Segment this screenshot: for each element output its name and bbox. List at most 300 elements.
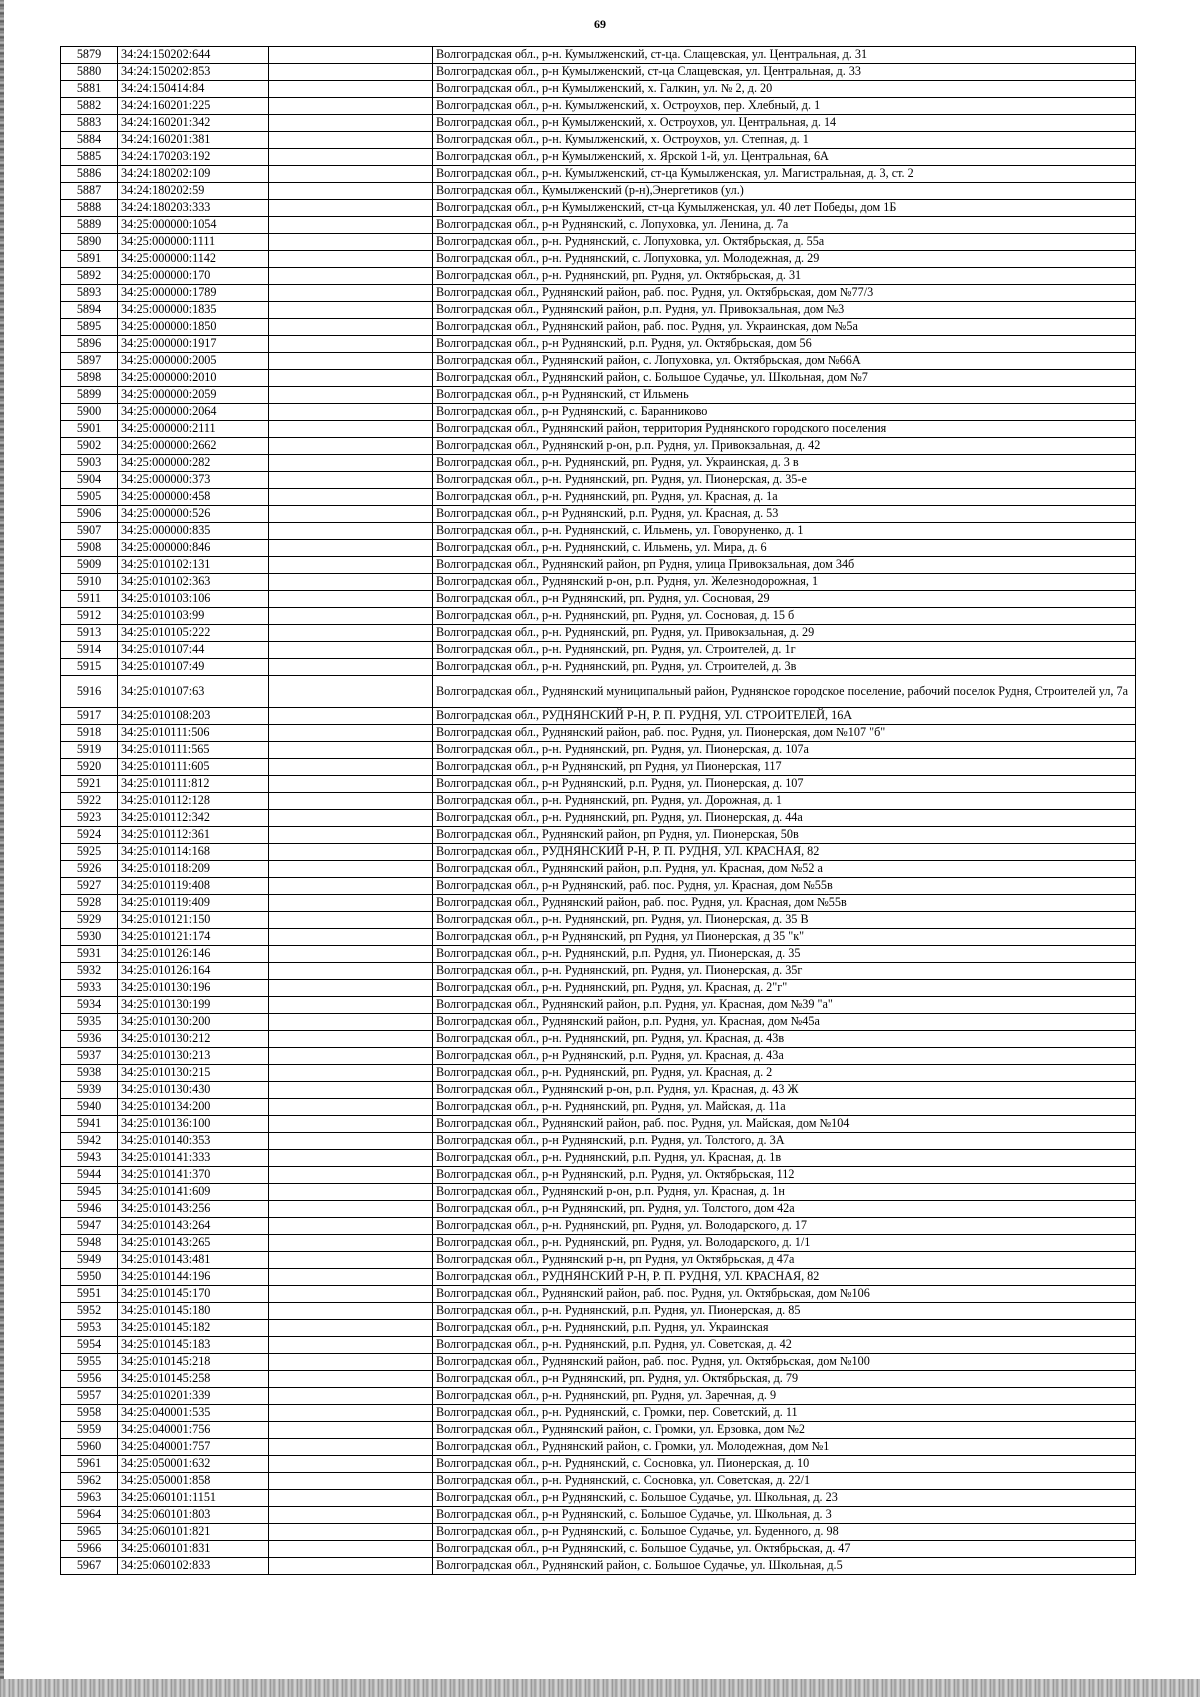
- table-row: [61, 1286, 1136, 1303]
- empty-cell: [269, 149, 433, 166]
- table-row: [61, 1439, 1136, 1456]
- cadastral-number-cell: 34:25:010140:353: [118, 1133, 269, 1150]
- empty-cell: [269, 895, 433, 912]
- empty-cell: [269, 608, 433, 625]
- empty-cell: [269, 506, 433, 523]
- cadastral-number-cell: 34:25:010107:44: [118, 642, 269, 659]
- cadastral-number-cell: 34:25:010112:361: [118, 827, 269, 844]
- row-number-cell: 5916: [61, 676, 118, 708]
- table-row: [61, 1014, 1136, 1031]
- table-row: [61, 166, 1136, 183]
- address-cell: Волгоградская обл., РУДНЯНСКИЙ Р-Н, Р. П. РУДНЯ, УЛ. КРАСНАЯ, 82: [433, 844, 1136, 861]
- row-number-cell: 5950: [61, 1269, 118, 1286]
- table-row: [61, 1048, 1136, 1065]
- empty-cell: [269, 1490, 433, 1507]
- empty-cell: [269, 1320, 433, 1337]
- table-row: [61, 676, 1136, 708]
- row-number-cell: 5962: [61, 1473, 118, 1490]
- row-number-cell: 5961: [61, 1456, 118, 1473]
- empty-cell: [269, 404, 433, 421]
- empty-cell: [269, 183, 433, 200]
- row-number-cell: 5944: [61, 1167, 118, 1184]
- empty-cell: [269, 725, 433, 742]
- row-number-cell: 5918: [61, 725, 118, 742]
- row-number-cell: 5948: [61, 1235, 118, 1252]
- table-row: [61, 1303, 1136, 1320]
- address-cell: Волгоградская обл., р-н Руднянский, рп. Рудня, ул. Октябрьская, д. 79: [433, 1371, 1136, 1388]
- empty-cell: [269, 285, 433, 302]
- address-cell: Волгоградская обл., р-н. Руднянский, р.п. Рудня, ул. Советская, д. 42: [433, 1337, 1136, 1354]
- empty-cell: [269, 1065, 433, 1082]
- empty-cell: [269, 1082, 433, 1099]
- address-cell: Волгоградская обл., р-н Кумылженский, ст-ца Слащевская, ул. Центральная, д. 33: [433, 64, 1136, 81]
- table-row: [61, 1541, 1136, 1558]
- address-cell: Волгоградская обл., р-н. Кумылженский, х. Остроухов, пер. Хлебный, д. 1: [433, 98, 1136, 115]
- empty-cell: [269, 64, 433, 81]
- row-number-cell: 5897: [61, 353, 118, 370]
- cadastral-number-cell: 34:25:010111:565: [118, 742, 269, 759]
- address-cell: Волгоградская обл., р-н Кумылженский, х. Галкин, ул. № 2, д. 20: [433, 81, 1136, 98]
- address-cell: Волгоградская обл., р-н. Кумылженский, х. Остроухов, ул. Степная, д. 1: [433, 132, 1136, 149]
- row-number-cell: 5880: [61, 64, 118, 81]
- table-row: [61, 540, 1136, 557]
- address-cell: Волгоградская обл., р-н Руднянский, с. Большое Судачье, ул. Октябрьская, д. 47: [433, 1541, 1136, 1558]
- empty-cell: [269, 997, 433, 1014]
- address-cell: Волгоградская обл., Руднянский район, раб. пос. Рудня, ул. Октябрьская, дом №100: [433, 1354, 1136, 1371]
- address-cell: Волгоградская обл., Руднянский район, р.п. Рудня, ул. Красная, дом №52 а: [433, 861, 1136, 878]
- table-row: [61, 132, 1136, 149]
- empty-cell: [269, 980, 433, 997]
- empty-cell: [269, 861, 433, 878]
- cadastral-number-cell: 34:25:010141:370: [118, 1167, 269, 1184]
- row-number-cell: 5919: [61, 742, 118, 759]
- table-row: [61, 659, 1136, 676]
- empty-cell: [269, 625, 433, 642]
- cadastral-number-cell: 34:24:170203:192: [118, 149, 269, 166]
- address-cell: Волгоградская обл., р-н. Руднянский, рп. Рудня, ул. Пионерская, д. 35г: [433, 963, 1136, 980]
- address-cell: Волгоградская обл., Руднянский район, с. Большое Судачье, ул. Школьная, дом №7: [433, 370, 1136, 387]
- empty-cell: [269, 827, 433, 844]
- cadastral-number-cell: 34:25:010126:146: [118, 946, 269, 963]
- scan-edge-left: [0, 0, 4, 1697]
- address-cell: Волгоградская обл., р-н. Руднянский, рп. Рудня, ул. Октябрьская, д. 31: [433, 268, 1136, 285]
- row-number-cell: 5887: [61, 183, 118, 200]
- table-row: [61, 1456, 1136, 1473]
- cadastral-number-cell: 34:25:000000:2005: [118, 353, 269, 370]
- cadastral-number-cell: 34:25:010105:222: [118, 625, 269, 642]
- empty-cell: [269, 1303, 433, 1320]
- row-number-cell: 5904: [61, 472, 118, 489]
- address-cell: Волгоградская обл., р-н. Руднянский, рп. Рудня, ул. Красная, д. 1а: [433, 489, 1136, 506]
- cadastral-number-cell: 34:25:050001:858: [118, 1473, 269, 1490]
- cadastral-number-cell: 34:25:000000:170: [118, 268, 269, 285]
- cadastral-number-cell: 34:25:010119:408: [118, 878, 269, 895]
- cadastral-number-cell: 34:25:010111:605: [118, 759, 269, 776]
- table-row: [61, 895, 1136, 912]
- cadastral-number-cell: 34:25:010103:99: [118, 608, 269, 625]
- cadastral-number-cell: 34:25:010130:200: [118, 1014, 269, 1031]
- table-row: [61, 47, 1136, 64]
- row-number-cell: 5920: [61, 759, 118, 776]
- table-row: [61, 759, 1136, 776]
- row-number-cell: 5936: [61, 1031, 118, 1048]
- address-cell: Волгоградская обл., р-н Руднянский, рп Рудня, ул Пионерская, д 35 "к": [433, 929, 1136, 946]
- address-cell: Волгоградская обл., р-н. Руднянский, рп. Рудня, ул. Красная, д. 2: [433, 1065, 1136, 1082]
- address-cell: Волгоградская обл., р-н Руднянский, р.п. Рудня, ул. Красная, д. 43а: [433, 1048, 1136, 1065]
- page-number: 69: [594, 17, 606, 31]
- row-number-cell: 5891: [61, 251, 118, 268]
- table-row: [61, 251, 1136, 268]
- empty-cell: [269, 676, 433, 708]
- address-cell: Волгоградская обл., р-н Кумылженский, х. Ярской 1-й, ул. Центральная, 6А: [433, 149, 1136, 166]
- cadastral-number-cell: 34:24:150414:84: [118, 81, 269, 98]
- cadastral-number-cell: 34:25:060101:803: [118, 1507, 269, 1524]
- address-cell: Волгоградская обл., р-н Руднянский, ст Ильмень: [433, 387, 1136, 404]
- row-number-cell: 5885: [61, 149, 118, 166]
- row-number-cell: 5925: [61, 844, 118, 861]
- cadastral-number-cell: 34:25:010143:264: [118, 1218, 269, 1235]
- empty-cell: [269, 557, 433, 574]
- address-cell: Волгоградская обл., р-н. Руднянский, р.п. Рудня, ул. Пионерская, д. 35: [433, 946, 1136, 963]
- table-row: [61, 1116, 1136, 1133]
- row-number-cell: 5890: [61, 234, 118, 251]
- cadastral-number-cell: 34:25:000000:1111: [118, 234, 269, 251]
- row-number-cell: 5941: [61, 1116, 118, 1133]
- table-row: [61, 1133, 1136, 1150]
- cadastral-number-cell: 34:25:010145:170: [118, 1286, 269, 1303]
- table-row: [61, 98, 1136, 115]
- address-cell: Волгоградская обл., р-н Руднянский, с. Большое Судачье, ул. Школьная, д. 23: [433, 1490, 1136, 1507]
- address-cell: Волгоградская обл., р-н. Руднянский, с. Сосновка, ул. Пионерская, д. 10: [433, 1456, 1136, 1473]
- address-cell: Волгоградская обл., р-н. Руднянский, с. Ильмень, ул. Мира, д. 6: [433, 540, 1136, 557]
- empty-cell: [269, 1286, 433, 1303]
- table-row: [61, 489, 1136, 506]
- address-cell: Волгоградская обл., р-н. Руднянский, рп. Рудня, ул. Красная, д. 43в: [433, 1031, 1136, 1048]
- table-row: [61, 608, 1136, 625]
- empty-cell: [269, 844, 433, 861]
- table-row: [61, 1337, 1136, 1354]
- address-cell: Волгоградская обл., Руднянский район, р.п. Рудня, ул. Привокзальная, дом №3: [433, 302, 1136, 319]
- cadastral-number-cell: 34:25:010143:481: [118, 1252, 269, 1269]
- empty-cell: [269, 115, 433, 132]
- cadastral-number-cell: 34:25:010121:174: [118, 929, 269, 946]
- table-row: [61, 1473, 1136, 1490]
- empty-cell: [269, 1184, 433, 1201]
- empty-cell: [269, 1405, 433, 1422]
- address-cell: Волгоградская обл., р-н. Руднянский, с. Лопуховка, ул. Молодежная, д. 29: [433, 251, 1136, 268]
- table-row: [61, 183, 1136, 200]
- table-row: [61, 997, 1136, 1014]
- table-row: [61, 319, 1136, 336]
- empty-cell: [269, 929, 433, 946]
- row-number-cell: 5960: [61, 1439, 118, 1456]
- empty-cell: [269, 421, 433, 438]
- row-number-cell: 5951: [61, 1286, 118, 1303]
- cadastral-number-cell: 34:24:150202:644: [118, 47, 269, 64]
- table-row: [61, 1184, 1136, 1201]
- cadastral-number-cell: 34:25:010144:196: [118, 1269, 269, 1286]
- address-cell: Волгоградская обл., Руднянский р-он, р.п. Рудня, ул. Привокзальная, д. 42: [433, 438, 1136, 455]
- address-cell: Волгоградская обл., р-н. Руднянский, рп. Рудня, ул. Майская, д. 11а: [433, 1099, 1136, 1116]
- empty-cell: [269, 659, 433, 676]
- empty-cell: [269, 878, 433, 895]
- empty-cell: [269, 523, 433, 540]
- cadastral-number-cell: 34:24:180202:109: [118, 166, 269, 183]
- row-number-cell: 5901: [61, 421, 118, 438]
- table-row: [61, 370, 1136, 387]
- address-cell: Волгоградская обл., Руднянский муниципальный район, Руднянское городское поселение, рабочий поселок Рудня, Строителей ул, 7а: [433, 676, 1136, 708]
- cadastral-number-cell: 34:25:060102:833: [118, 1558, 269, 1575]
- row-number-cell: 5903: [61, 455, 118, 472]
- row-number-cell: 5931: [61, 946, 118, 963]
- table-row: [61, 1524, 1136, 1541]
- empty-cell: [269, 319, 433, 336]
- table-row: [61, 861, 1136, 878]
- cadastral-number-cell: 34:25:000000:1142: [118, 251, 269, 268]
- table-row: [61, 1201, 1136, 1218]
- cadastral-number-cell: 34:25:010108:203: [118, 708, 269, 725]
- address-cell: Волгоградская обл., р-н. Руднянский, р.п. Рудня, ул. Украинская: [433, 1320, 1136, 1337]
- table-row: [61, 980, 1136, 997]
- empty-cell: [269, 81, 433, 98]
- empty-cell: [269, 489, 433, 506]
- empty-cell: [269, 268, 433, 285]
- cadastral-number-cell: 34:25:040001:756: [118, 1422, 269, 1439]
- row-number-cell: 5966: [61, 1541, 118, 1558]
- table-row: [61, 64, 1136, 81]
- empty-cell: [269, 1439, 433, 1456]
- cadastral-number-cell: 34:25:000000:1917: [118, 336, 269, 353]
- cadastral-number-cell: 34:25:040001:535: [118, 1405, 269, 1422]
- cadastral-number-cell: 34:25:010130:196: [118, 980, 269, 997]
- address-cell: Волгоградская обл., р-н Руднянский, р.п. Рудня, ул. Толстого, д. 3А: [433, 1133, 1136, 1150]
- cadastral-number-cell: 34:25:000000:373: [118, 472, 269, 489]
- table-row: [61, 827, 1136, 844]
- empty-cell: [269, 1337, 433, 1354]
- cadastral-number-cell: 34:25:010111:506: [118, 725, 269, 742]
- empty-cell: [269, 1252, 433, 1269]
- cadastral-number-cell: 34:25:000000:526: [118, 506, 269, 523]
- empty-cell: [269, 302, 433, 319]
- row-number-cell: 5956: [61, 1371, 118, 1388]
- cadastral-number-cell: 34:25:010114:168: [118, 844, 269, 861]
- empty-cell: [269, 251, 433, 268]
- empty-cell: [269, 472, 433, 489]
- cadastral-number-cell: 34:25:010134:200: [118, 1099, 269, 1116]
- cadastral-number-cell: 34:25:000000:2064: [118, 404, 269, 421]
- address-cell: Волгоградская обл., р-н. Руднянский, рп. Рудня, ул. Дорожная, д. 1: [433, 793, 1136, 810]
- cadastral-number-cell: 34:25:000000:1850: [118, 319, 269, 336]
- empty-cell: [269, 912, 433, 929]
- row-number-cell: 5922: [61, 793, 118, 810]
- address-cell: Волгоградская обл., РУДНЯНСКИЙ Р-Н, Р. П. РУДНЯ, УЛ. КРАСНАЯ, 82: [433, 1269, 1136, 1286]
- row-number-cell: 5955: [61, 1354, 118, 1371]
- row-number-cell: 5912: [61, 608, 118, 625]
- empty-cell: [269, 1150, 433, 1167]
- row-number-cell: 5910: [61, 574, 118, 591]
- address-cell: Волгоградская обл., р-н. Руднянский, р.п. Рудня, ул. Красная, д. 1в: [433, 1150, 1136, 1167]
- empty-cell: [269, 234, 433, 251]
- address-cell: Волгоградская обл., Руднянский район, раб. пос. Рудня, ул. Красная, дом №55в: [433, 895, 1136, 912]
- empty-cell: [269, 1456, 433, 1473]
- table-row: [61, 929, 1136, 946]
- address-cell: Волгоградская обл., р-н Руднянский, рп Рудня, ул Пионерская, 117: [433, 759, 1136, 776]
- empty-cell: [269, 759, 433, 776]
- cadastral-number-cell: 34:25:000000:846: [118, 540, 269, 557]
- row-number-cell: 5958: [61, 1405, 118, 1422]
- row-number-cell: 5905: [61, 489, 118, 506]
- cadastral-number-cell: 34:25:010143:265: [118, 1235, 269, 1252]
- row-number-cell: 5963: [61, 1490, 118, 1507]
- table-row: [61, 625, 1136, 642]
- row-number-cell: 5930: [61, 929, 118, 946]
- row-number-cell: 5939: [61, 1082, 118, 1099]
- empty-cell: [269, 810, 433, 827]
- address-cell: Волгоградская обл., Руднянский район, р.п. Рудня, ул. Красная, дом №45а: [433, 1014, 1136, 1031]
- empty-cell: [269, 1507, 433, 1524]
- address-cell: Волгоградская обл., Руднянский район, раб. пос. Рудня, ул. Пионерская, дом №107 "б": [433, 725, 1136, 742]
- cadastral-number-cell: 34:25:000000:282: [118, 455, 269, 472]
- row-number-cell: 5934: [61, 997, 118, 1014]
- cadastral-number-cell: 34:25:000000:458: [118, 489, 269, 506]
- empty-cell: [269, 1048, 433, 1065]
- table-row: [61, 1388, 1136, 1405]
- table-row: [61, 285, 1136, 302]
- cadastral-number-cell: 34:25:010145:182: [118, 1320, 269, 1337]
- row-number-cell: 5895: [61, 319, 118, 336]
- cadastral-number-cell: 34:25:010141:609: [118, 1184, 269, 1201]
- table-row: [61, 793, 1136, 810]
- table-row: [61, 200, 1136, 217]
- table-row: [61, 725, 1136, 742]
- table-row: [61, 844, 1136, 861]
- empty-cell: [269, 1201, 433, 1218]
- table-row: [61, 472, 1136, 489]
- empty-cell: [269, 1269, 433, 1286]
- table-row: [61, 1371, 1136, 1388]
- row-number-cell: 5927: [61, 878, 118, 895]
- row-number-cell: 5911: [61, 591, 118, 608]
- address-cell: Волгоградская обл., р-н. Руднянский, рп. Рудня, ул. Пионерская, д. 35-е: [433, 472, 1136, 489]
- empty-cell: [269, 166, 433, 183]
- empty-cell: [269, 1524, 433, 1541]
- table-row: [61, 1065, 1136, 1082]
- row-number-cell: 5929: [61, 912, 118, 929]
- address-cell: Волгоградская обл., р-н. Кумылженский, ст-ца Кумылженская, ул. Магистральная, д. 3, ст. 2: [433, 166, 1136, 183]
- empty-cell: [269, 1354, 433, 1371]
- row-number-cell: 5898: [61, 370, 118, 387]
- address-cell: Волгоградская обл., р-н. Руднянский, с. Громки, пер. Советский, д. 11: [433, 1405, 1136, 1422]
- address-cell: Волгоградская обл., Руднянский район, раб. пос. Рудня, ул. Украинская, дом №5а: [433, 319, 1136, 336]
- row-number-cell: 5902: [61, 438, 118, 455]
- address-cell: Волгоградская обл., р-н. Руднянский, рп. Рудня, ул. Володарского, д. 17: [433, 1218, 1136, 1235]
- table-row: [61, 1167, 1136, 1184]
- row-number-cell: 5967: [61, 1558, 118, 1575]
- empty-cell: [269, 132, 433, 149]
- cadastral-number-cell: 34:25:010145:218: [118, 1354, 269, 1371]
- table-row: [61, 455, 1136, 472]
- cadastral-number-cell: 34:25:010130:212: [118, 1031, 269, 1048]
- empty-cell: [269, 540, 433, 557]
- empty-cell: [269, 1167, 433, 1184]
- table-row: [61, 523, 1136, 540]
- address-cell: Волгоградская обл., р-н. Руднянский, рп. Рудня, ул. Строителей, д. 3в: [433, 659, 1136, 676]
- empty-cell: [269, 387, 433, 404]
- row-number-cell: 5932: [61, 963, 118, 980]
- address-cell: Волгоградская обл., Руднянский район, раб. пос. Рудня, ул. Октябрьская, дом №77/3: [433, 285, 1136, 302]
- empty-cell: [269, 98, 433, 115]
- address-cell: Волгоградская обл., р-н. Руднянский, с. Ильмень, ул. Говоруненко, д. 1: [433, 523, 1136, 540]
- table-row: [61, 1252, 1136, 1269]
- row-number-cell: 5908: [61, 540, 118, 557]
- empty-cell: [269, 1371, 433, 1388]
- address-cell: Волгоградская обл., р-н Руднянский, с. Большое Судачье, ул. Школьная, д. 3: [433, 1507, 1136, 1524]
- address-cell: Волгоградская обл., р-н. Руднянский, рп. Рудня, ул. Украинская, д. 3 в: [433, 455, 1136, 472]
- empty-cell: [269, 47, 433, 64]
- address-cell: Волгоградская обл., Руднянский район, территория Руднянского городского поселения: [433, 421, 1136, 438]
- address-cell: Волгоградская обл., р-н. Руднянский, рп. Рудня, ул. Пионерская, д. 35 В: [433, 912, 1136, 929]
- address-cell: Волгоградская обл., р-н Руднянский, р.п. Рудня, ул. Октябрьская, дом 56: [433, 336, 1136, 353]
- address-cell: Волгоградская обл., р-н. Руднянский, рп. Рудня, ул. Заречная, д. 9: [433, 1388, 1136, 1405]
- empty-cell: [269, 574, 433, 591]
- row-number-cell: 5884: [61, 132, 118, 149]
- table-row: [61, 1405, 1136, 1422]
- row-number-cell: 5883: [61, 115, 118, 132]
- row-number-cell: 5943: [61, 1150, 118, 1167]
- address-cell: Волгоградская обл., р-н. Руднянский, с. Лопуховка, ул. Октябрьская, д. 55а: [433, 234, 1136, 251]
- table-row: [61, 1422, 1136, 1439]
- row-number-cell: 5924: [61, 827, 118, 844]
- cadastral-number-cell: 34:25:010112:342: [118, 810, 269, 827]
- row-number-cell: 5888: [61, 200, 118, 217]
- cadastral-number-cell: 34:25:000000:1054: [118, 217, 269, 234]
- table-row: [61, 268, 1136, 285]
- address-cell: Волгоградская обл., р-н Кумылженский, х. Остроухов, ул. Центральная, д. 14: [433, 115, 1136, 132]
- table-row: [61, 1507, 1136, 1524]
- table-row: [61, 742, 1136, 759]
- cadastral-number-cell: 34:25:050001:632: [118, 1456, 269, 1473]
- table-row: [61, 1320, 1136, 1337]
- empty-cell: [269, 776, 433, 793]
- table-row: [61, 387, 1136, 404]
- row-number-cell: 5914: [61, 642, 118, 659]
- address-cell: Волгоградская обл., р-н Кумылженский, ст-ца Кумылженская, ул. 40 лет Победы, дом 1Б: [433, 200, 1136, 217]
- table-row: [61, 810, 1136, 827]
- row-number-cell: 5899: [61, 387, 118, 404]
- empty-cell: [269, 455, 433, 472]
- cadastral-number-cell: 34:25:060101:821: [118, 1524, 269, 1541]
- empty-cell: [269, 1422, 433, 1439]
- cadastral-number-cell: 34:24:160201:225: [118, 98, 269, 115]
- address-cell: Волгоградская обл., Руднянский район, раб. пос. Рудня, ул. Октябрьская, дом №106: [433, 1286, 1136, 1303]
- table-row: [61, 708, 1136, 725]
- empty-cell: [269, 1014, 433, 1031]
- row-number-cell: 5889: [61, 217, 118, 234]
- empty-cell: [269, 370, 433, 387]
- table-row: [61, 591, 1136, 608]
- cadastral-number-cell: 34:25:010102:363: [118, 574, 269, 591]
- address-cell: Волгоградская обл., Руднянский р-он, р.п. Рудня, ул. Красная, д. 43 Ж: [433, 1082, 1136, 1099]
- table-row: [61, 1490, 1136, 1507]
- address-cell: Волгоградская обл., р-н Руднянский, рп. Рудня, ул. Толстого, дом 42а: [433, 1201, 1136, 1218]
- empty-cell: [269, 1099, 433, 1116]
- cadastral-number-cell: 34:25:000000:1835: [118, 302, 269, 319]
- table-row: [61, 404, 1136, 421]
- address-cell: Волгоградская обл., р-н. Руднянский, рп. Рудня, ул. Строителей, д. 1г: [433, 642, 1136, 659]
- row-number-cell: 5959: [61, 1422, 118, 1439]
- cadastral-number-cell: 34:25:060101:1151: [118, 1490, 269, 1507]
- table-row: [61, 1099, 1136, 1116]
